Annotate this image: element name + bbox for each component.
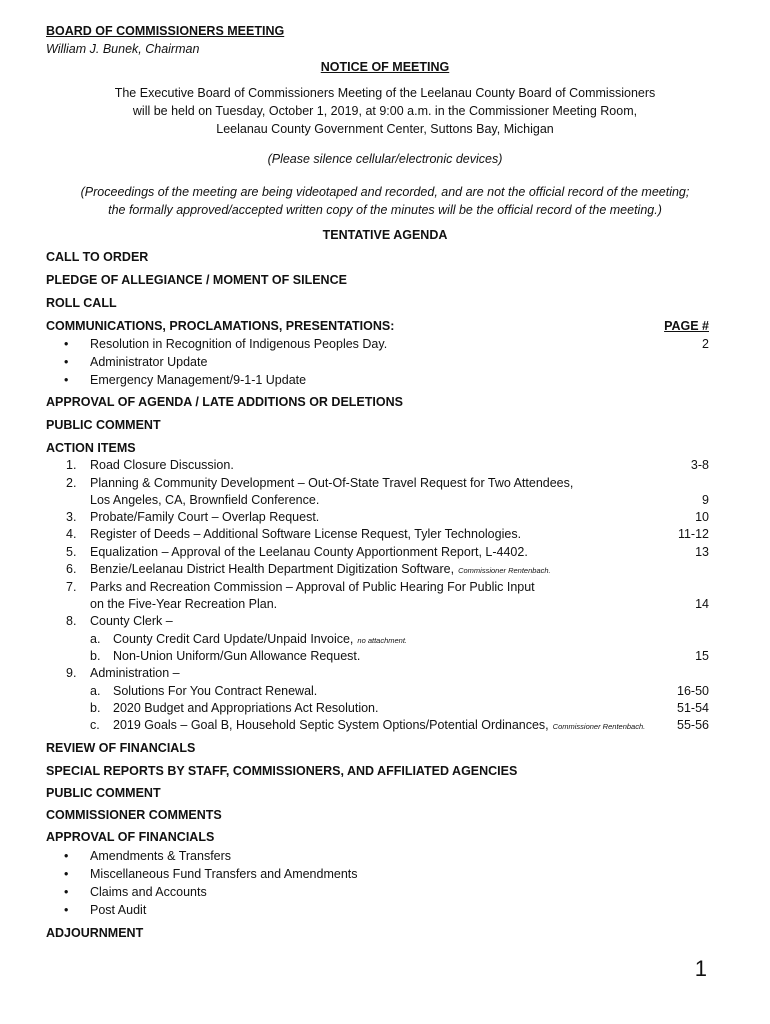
financials-item [0,867,770,884]
action-item-page: 11-12 [677,527,709,541]
action-item [0,493,770,510]
action-item [0,562,770,579]
action-item-text: Planning & Community Development – Out-Of-State Travel Request for Two Attendees, [90,476,574,490]
action-item-number: 9. [66,666,77,680]
financials-item [0,885,770,902]
action-item-page: 51-54 [677,701,709,715]
action-item-number: 2. [66,476,77,490]
action-item-page: 9 [702,493,709,507]
action-item-number: a. [90,684,101,698]
action-item [0,718,770,735]
financials-item [0,849,770,866]
communications-item [0,373,770,390]
communications-item [0,355,770,372]
action-item-page: 15 [695,649,709,663]
intro-line-3: Leelanau County Government Center, Suttons Bay, Michigan [216,122,554,136]
action-item-number: 1. [66,458,77,472]
action-item-number: b. [90,649,101,663]
action-item [0,649,770,666]
financials-item-text: Post Audit [90,903,147,917]
action-item [0,476,770,493]
communications-item-text: Resolution in Recognition of Indigenous Peoples Day. [90,337,388,351]
financials-item-text: Miscellaneous Fund Transfers and Amendments [90,867,358,881]
approval-of-agenda-heading: APPROVAL OF AGENDA / LATE ADDITIONS OR DELETIONS [46,395,403,409]
commissioner-comments-heading: COMMISSIONER COMMENTS [46,808,222,822]
public-comment-heading: PUBLIC COMMENT [46,418,161,432]
financials-item-text: Amendments & Transfers [90,849,232,863]
action-item-text: Probate/Family Court – Overlap Request. [90,510,320,524]
action-item-page: 14 [695,597,709,611]
communications-item-text: Emergency Management/9-1-1 Update [90,373,307,387]
action-item-number: 3. [66,510,77,524]
action-item-text: Non-Union Uniform/Gun Allowance Request. [113,649,361,663]
action-item-text: County Clerk – [90,614,173,628]
action-item [0,510,770,527]
financials-item [0,903,770,920]
financials-item-text: Claims and Accounts [90,885,207,899]
action-item-page: 16-50 [677,684,709,698]
action-item-text: 2020 Budget and Appropriations Act Resolution. [113,701,379,715]
action-item [0,666,770,683]
action-item-page: 55-56 [677,718,709,732]
action-item-text: County Credit Card Update/Unpaid Invoice, [113,632,354,646]
pledge-heading: PLEDGE OF ALLEGIANCE / MOMENT OF SILENCE [46,273,347,287]
action-item-number: 5. [66,545,77,559]
call-to-order-heading: CALL TO ORDER [46,250,149,264]
videotape-note-line-1: (Proceedings of the meeting are being videotaped and recorded, and are not the official record of the meeting; [80,185,690,199]
action-item [0,545,770,562]
action-item [0,597,770,614]
special-reports-heading: SPECIAL REPORTS BY STAFF, COMMISSIONERS, AND AFFILIATED AGENCIES [46,764,518,778]
action-item [0,527,770,544]
action-item-number: 6. [66,562,77,576]
action-item-text-wrap [113,718,645,732]
action-item-page: 10 [695,510,709,524]
approval-of-financials-heading: APPROVAL OF FINANCIALS [46,830,215,844]
action-item [0,701,770,718]
action-item-text: Register of Deeds – Additional Software License Request, Tyler Technologies. [90,527,522,541]
communications-item-text: Administrator Update [90,355,208,369]
action-item-number: 4. [66,527,77,541]
videotape-note-line-2: the formally approved/accepted written copy of the minutes will be the official record of the meeting.) [108,203,662,217]
action-item-page: 13 [695,545,709,559]
action-item-text-wrap [113,632,407,646]
bullet-icon: • [64,849,69,863]
action-item-note: no attachment. [357,636,408,645]
roll-call-heading: ROLL CALL [46,296,117,310]
action-item-number: 8. [66,614,77,628]
action-item-note: Commissioner Rentenbach. [458,566,551,575]
action-item-number: a. [90,632,101,646]
page-number-column-header: PAGE # [664,319,709,333]
action-item-text: Solutions For You Contract Renewal. [113,684,318,698]
page-number: 1 [694,956,707,981]
bullet-icon: • [64,373,69,387]
action-item-text: Parks and Recreation Commission – Approval of Public Hearing For Public Input [90,580,535,594]
action-item-number: 7. [66,580,77,594]
action-item-note: Commissioner Rentenbach. [552,722,646,731]
silence-devices-note: (Please silence cellular/electronic devices) [267,152,503,166]
action-item [0,614,770,631]
action-item [0,632,770,649]
chairman-name: William J. Bunek, Chairman [46,42,200,56]
intro-line-1: The Executive Board of Commissioners Meeting of the Leelanau County Board of Commissioners [114,86,656,100]
action-item-number: c. [90,718,100,732]
tentative-agenda-heading: TENTATIVE AGENDA [322,228,448,242]
action-item-text-wrap [90,562,551,576]
bullet-icon: • [64,355,69,369]
bullet-icon: • [64,903,69,917]
bullet-icon: • [64,867,69,881]
communications-item-page: 2 [702,337,709,351]
public-comment-heading-2: PUBLIC COMMENT [46,786,161,800]
bullet-icon: • [64,337,69,351]
action-item-text: Road Closure Discussion. [90,458,234,472]
action-items-heading: ACTION ITEMS [46,441,136,455]
action-item-text: Los Angeles, CA, Brownfield Conference. [90,493,320,507]
action-item-text: Equalization – Approval of the Leelanau County Apportionment Report, L-4402. [90,545,528,559]
action-item-text: 2019 Goals – Goal B, Household Septic System Options/Potential Ordinances, [113,718,549,732]
action-item-text: on the Five-Year Recreation Plan. [90,597,278,611]
notice-heading: NOTICE OF MEETING [320,60,450,74]
adjournment-heading: ADJOURNMENT [46,926,144,940]
board-meeting-title: BOARD OF COMMISSIONERS MEETING [46,24,285,38]
action-item-number: b. [90,701,101,715]
intro-line-2: will be held on Tuesday, October 1, 2019, at 9:00 a.m. in the Commissioner Meeting Room, [132,104,638,118]
communications-heading: COMMUNICATIONS, PROCLAMATIONS, PRESENTATIONS: [46,319,395,333]
action-item [0,458,770,475]
review-of-financials-heading: REVIEW OF FINANCIALS [46,741,196,755]
action-item-page: 3-8 [690,458,709,472]
action-item [0,580,770,597]
action-item [0,684,770,701]
communications-item [0,337,770,354]
action-item-text: Benzie/Leelanau District Health Department Digitization Software, [90,562,455,576]
action-item-text: Administration – [90,666,180,680]
bullet-icon: • [64,885,69,899]
